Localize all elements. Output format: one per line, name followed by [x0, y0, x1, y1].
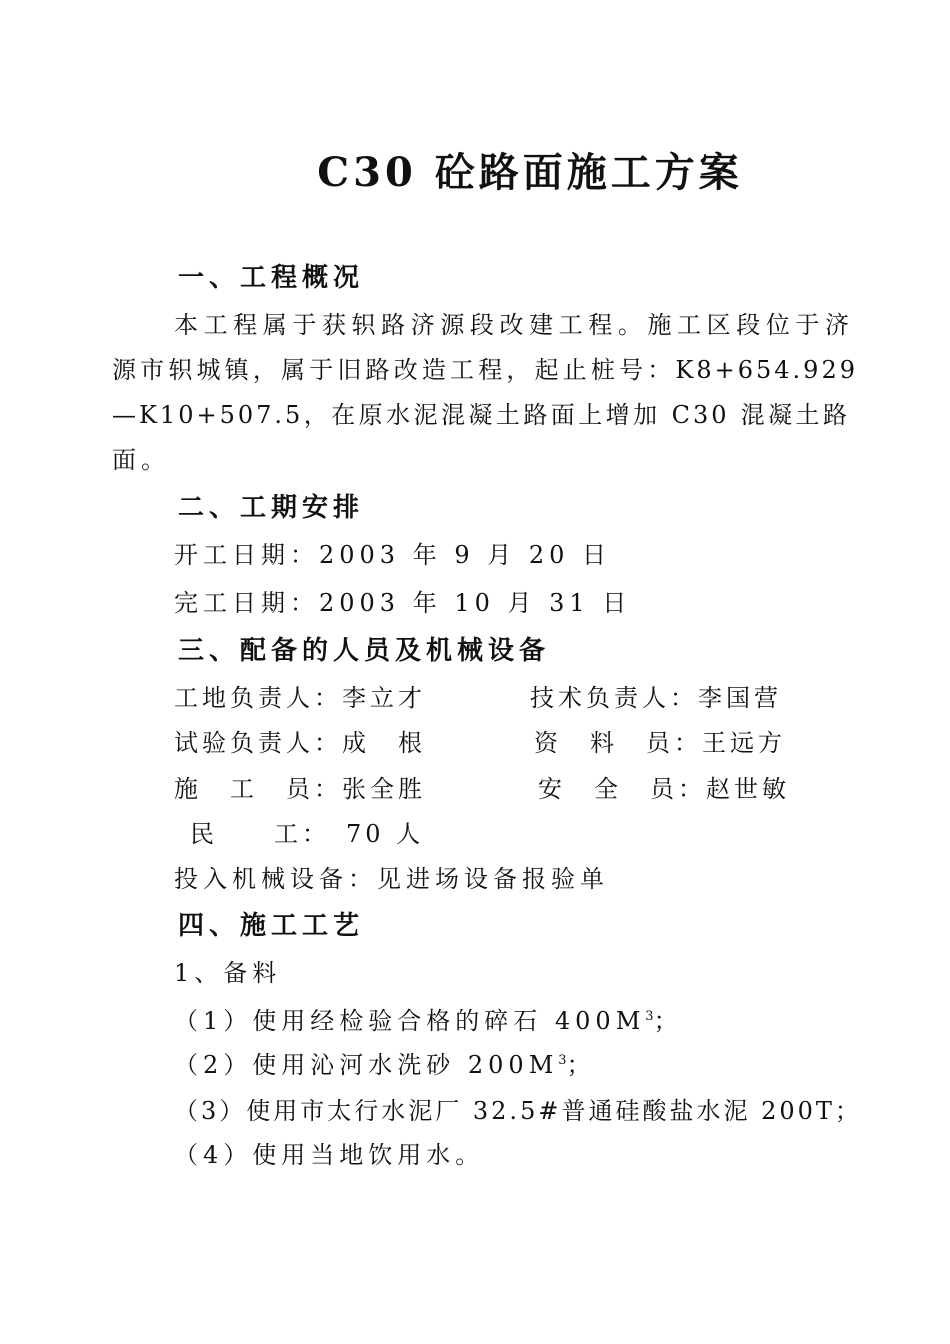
- safety-officer: 安 全 员：赵世敏: [538, 775, 790, 803]
- section-3-heading: 三、配备的人员及机械设备: [178, 636, 551, 666]
- material-item-4: （4）使用当地饮用水。: [174, 1141, 485, 1169]
- section-1-paragraph-line-1: [174, 310, 854, 340]
- start-date: 开工日期：2003 年 9 月 20 日: [174, 541, 612, 569]
- site-lead: 工地负责人：李立才: [174, 684, 426, 712]
- section-1-paragraph-line-4: 面。: [112, 446, 170, 474]
- material-item-2-end: ；: [566, 1051, 596, 1079]
- documents-clerk: 资 料 员：王远方: [534, 729, 786, 757]
- tech-lead: 技术负责人：李国营: [530, 684, 782, 712]
- workers: 民 工： 70 人: [190, 820, 425, 848]
- document-title: C30 砼路面施工方案: [317, 149, 743, 196]
- material-item-2-text: （2）使用沁河水洗砂 200M: [174, 1051, 559, 1079]
- material-item-1-end: ；: [653, 1007, 683, 1035]
- subsection-materials: 1、备料: [174, 959, 282, 987]
- section-2-heading: 二、工期安排: [178, 493, 365, 523]
- section-1-heading: 一、工程概况: [178, 263, 365, 293]
- section-1-paragraph-line-3: [112, 400, 850, 430]
- material-item-3: （3）使用市太行水泥厂 32.5#普通硅酸盐水泥 200T；: [174, 1097, 862, 1125]
- material-item-1: [174, 1006, 683, 1036]
- material-item-2-superscript: 3: [558, 1053, 567, 1068]
- test-lead: 试验负责人：成 根: [174, 729, 426, 757]
- material-item-2: [174, 1050, 596, 1080]
- section-1-paragraph-line-2-text: 源市轵城镇，属于旧路改造工程，起止桩号：K8+654.929: [112, 356, 858, 384]
- section-1-paragraph-line-2: [112, 355, 858, 385]
- end-date: 完工日期：2003 年 10 月 31 日: [174, 589, 632, 617]
- section-4-heading: 四、施工工艺: [178, 911, 365, 941]
- material-item-1-text: （1）使用经检验合格的碎石 400M: [174, 1007, 646, 1035]
- material-item-1-superscript: 3: [645, 1009, 654, 1024]
- section-1-paragraph-line-3-text: —K10+507.5，在原水泥混凝土路面上增加 C30 混凝土路: [112, 401, 850, 429]
- constructor: 施 工 员：张全胜: [174, 775, 426, 803]
- equipment: 投入机械设备：见进场设备报验单: [174, 865, 609, 893]
- section-1-paragraph-line-1-text: 本工程属于获轵路济源段改建工程。施工区段位于济: [174, 311, 854, 339]
